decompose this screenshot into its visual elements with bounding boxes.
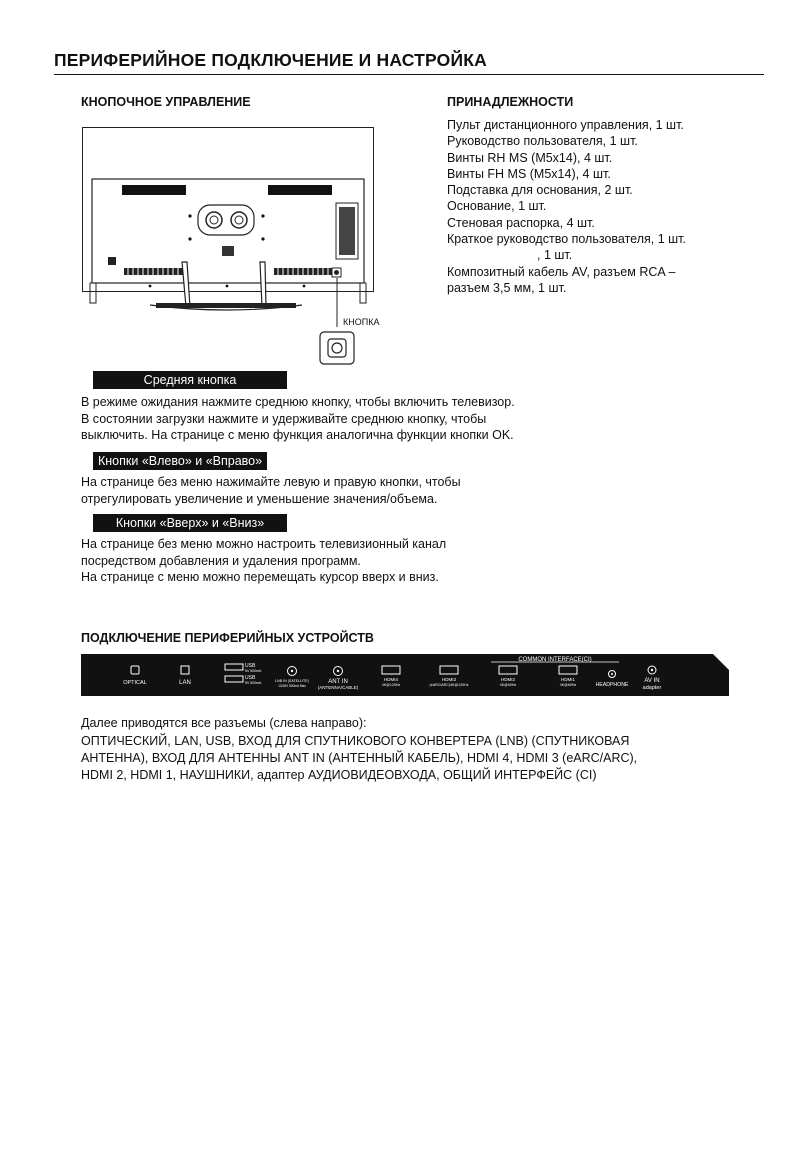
tv-rear-illustration [82,127,392,367]
description-line: В режиме ожидания нажмите среднюю кнопку, чтобы включить телевизор. [81,395,515,409]
ant-sublabel: (ANTENNA/CABLE) [317,685,359,690]
title-divider [54,74,764,75]
lnb-spec: 13/18V 500mA Max [278,684,306,688]
accessory-item: , 1 шт. [537,248,573,263]
hdmi4-label: HDMI4 [383,677,399,682]
accessories-heading: ПРИНАДЛЕЖНОСТИ [447,95,574,109]
connector-panel [81,654,729,696]
av-in-sublabel: adapter [642,685,662,691]
accessory-item: Краткое руководство пользователя, 1 шт. [447,232,686,247]
middle-button-label: Средняя кнопка [93,371,287,389]
accessory-item: Подставка для основания, 2 шт. [447,183,633,198]
accessory-item: Пульт дистанционного управления, 1 шт. [447,118,684,132]
accessories-list [447,117,747,296]
hdmi4-spec: 4K@120Hz [381,683,401,687]
av-in-label: AV IN [644,678,660,684]
accessory-item: Руководство пользователя, 1 шт. [447,134,638,149]
description-line: В состоянии загрузки нажмите и удерживайте среднюю кнопку, чтобы [81,411,487,426]
peripherals-heading: ПОДКЛЮЧЕНИЕ ПЕРИФЕРИЙНЫХ УСТРОЙСТВ [81,631,374,645]
hdmi1-spec: 4K@60Hz [559,683,577,687]
description-line: На странице с меню можно перемещать курсор вверх и вниз. [81,570,439,584]
accessory-item: Основание, 1 шт. [447,199,547,214]
hdmi2-spec: 4K@60Hz [499,683,517,687]
description-line: На странице без меню можно настроить телевизионный канал [81,537,447,551]
usb1-label: USB [245,663,256,669]
connectors-line: ОПТИЧЕСКИЙ, LAN, USB, ВХОД ДЛЯ СПУТНИКОВОГО КОНВЕРТЕРА (LNB) (СПУТНИКОВАЯ [81,734,630,748]
accessory-item: Стеновая распорка, 4 шт. [447,215,595,230]
ci-label: COMMON INTERFACE(CI) [518,657,592,663]
hdmi3-label: HDMI3 [441,677,457,682]
description-line: отрегулировать увеличение и уменьшение значения/объема. [81,491,438,506]
page-title: ПЕРИФЕРИЙНОЕ ПОДКЛЮЧЕНИЕ И НАСТРОЙКА [54,50,487,70]
ant-label: ANT IN [328,679,348,685]
usb2-label: USB [245,675,256,681]
usb1-spec: 5V 500mA [245,669,262,673]
description-line: посредством добавления и удаления программ. [81,553,361,568]
up-down-buttons-label: Кнопки «Вверх» и «Вниз» [93,514,287,532]
connectors-list [81,733,731,784]
left-right-buttons-label: Кнопки «Влево» и «Вправо» [93,452,267,470]
lan-label: LAN [179,680,191,686]
hdmi1-label: HDMI1 [560,677,576,682]
accessory-item: Винты RH MS (M5x14), 4 шт. [447,150,613,165]
accessory-item: Винты FH MS (M5x14), 4 шт. [447,166,611,181]
hdmi3-spec: (eARC/ARC)4K@120Hz [429,683,469,687]
connectors-line: HDMI 2, HDMI 1, НАУШНИКИ, адаптер АУДИОВИДЕОВХОДА, ОБЩИЙ ИНТЕРФЕЙС (CI) [81,768,597,782]
description-line: выключить. На странице с меню функция аналогична функции кнопки OK. [81,428,514,442]
optical-label: OPTICAL [123,680,147,686]
button-callout-label: КНОПКА [343,317,380,327]
left-right-buttons-description [81,474,461,507]
lnb-label: LNB IN (SATELLITE) [275,679,309,683]
connectors-intro: Далее приводятся все разъемы (слева направо): [81,716,367,730]
accessory-item: разъем 3,5 мм, 1 шт. [447,280,567,295]
headphone-label: HEADPHONE [595,682,629,688]
buttons-section-heading: КНОПОЧНОЕ УПРАВЛЕНИЕ [81,95,251,109]
usb2-spec: 5V 500mA [245,681,262,685]
hdmi2-label: HDMI2 [500,677,516,682]
middle-button-description [81,394,515,444]
description-line: На странице без меню нажимайте левую и правую кнопки, чтобы [81,475,461,489]
connectors-line: АНТЕННА), ВХОД ДЛЯ АНТЕННЫ ANT IN (АНТЕННЫЙ КАБЕЛЬ), HDMI 4, HDMI 3 (eARC/ARC), [81,751,638,765]
up-down-buttons-description [81,536,446,586]
accessory-item: Композитный кабель AV, разъем RCA – [447,264,676,279]
